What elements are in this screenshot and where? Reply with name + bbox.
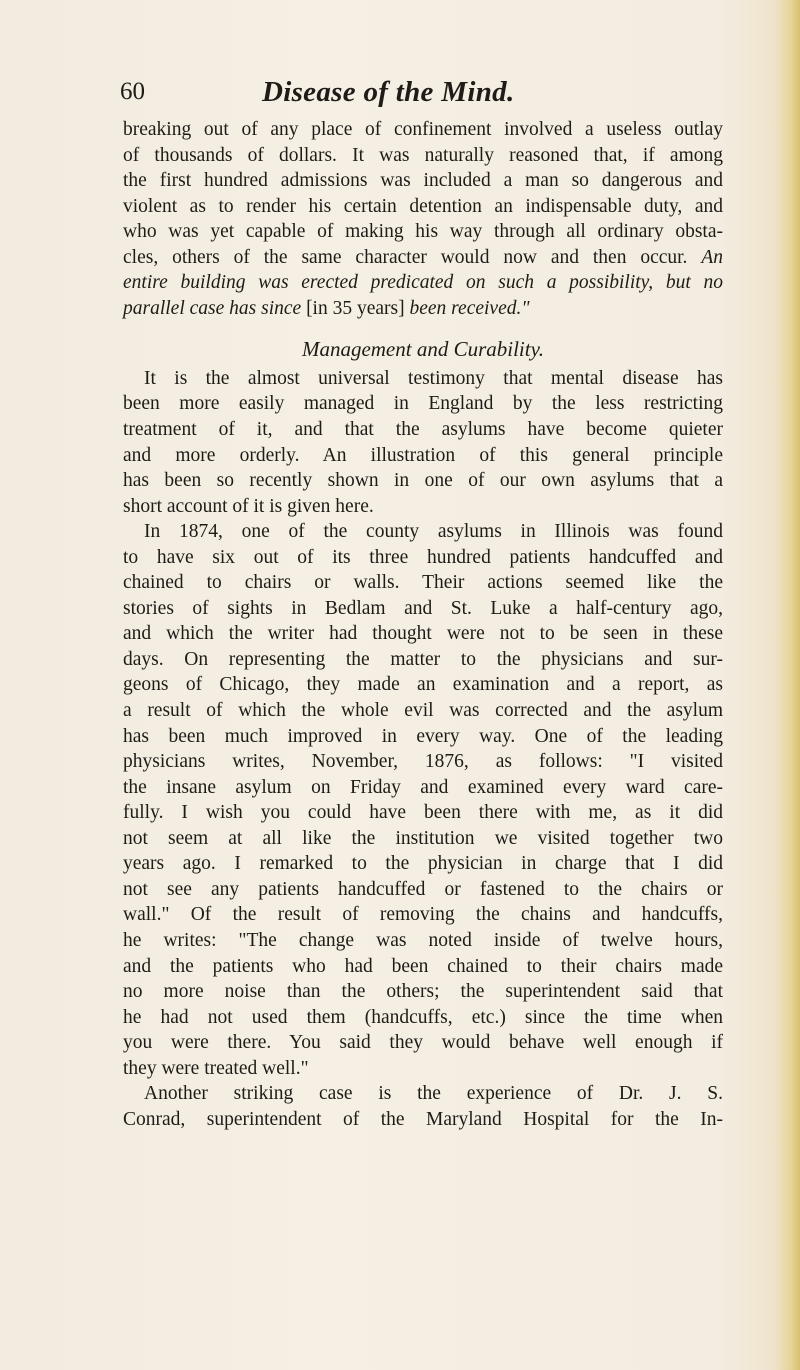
text-line	[123, 219, 723, 245]
text-line: to have six out of its three hundred patients handcuffed and	[123, 546, 723, 568]
text-line: and the patients who had been chained to their chairs made	[123, 955, 723, 977]
text-line	[123, 117, 723, 143]
roman-text: the first hundred admissions was included a man so dangerous and	[123, 170, 723, 192]
page-header	[120, 72, 720, 112]
text-line: chained to chairs or walls. Their actions seemed like the	[123, 572, 723, 594]
text-line: years ago. I remarked to the physician in charge that I did	[123, 853, 723, 875]
roman-text: violent as to render his certain detention an indispensable duty, and	[123, 195, 723, 217]
roman-text: of thousands of dollars. It was naturally reasoned that, if among	[123, 144, 723, 166]
text-line: he writes: "The change was noted inside of twelve hours,	[123, 929, 723, 951]
text-line: the insane asylum on Friday and examined every ward care-	[123, 776, 723, 798]
text-line: a result of which the whole evil was corrected and the asylum	[123, 700, 723, 722]
text-line	[123, 168, 723, 194]
text-line: fully. I wish you could have been there with me, as it did	[123, 802, 723, 824]
text-line: In 1874, one of the county asylums in Illinois was found	[144, 521, 723, 543]
italic-text: entire building was erected predicated on such a possibility, but no	[123, 272, 723, 294]
text-line	[123, 245, 723, 271]
running-title: Disease of the Mind.	[262, 76, 515, 108]
text-line: not seem at all like the institution we visited together two	[123, 827, 723, 849]
text-line	[123, 270, 723, 296]
text-line: been more easily managed in England by the less restricting	[123, 393, 723, 415]
text-line: and more orderly. An illustration of this general principle	[123, 444, 723, 466]
roman-text: who was yet capable of making his way through all ordinary obsta-	[123, 221, 723, 243]
paragraph	[123, 366, 723, 519]
italic-text: An	[701, 246, 723, 268]
paragraph-continued	[123, 117, 723, 321]
section-heading: Management and Curability.	[301, 337, 545, 362]
italic-text: parallel case has since	[123, 297, 302, 319]
text-line: he had not used them (handcuffs, etc.) since the time when	[123, 1006, 723, 1028]
page-edge-shading	[778, 0, 800, 1370]
text-line: not see any patients handcuffed or fastened to the chairs or	[123, 878, 723, 900]
text-line	[123, 194, 723, 220]
roman-text: [in 35 years]	[306, 297, 405, 319]
text-line: wall." Of the result of removing the chains and handcuffs,	[123, 904, 723, 926]
text-line: stories of sights in Bedlam and St. Luke a half-century ago,	[123, 597, 723, 619]
text-line: physicians writes, November, 1876, as follows: "I visited	[123, 751, 723, 773]
text-line: short account of it is given here.	[123, 495, 374, 517]
text-line: Another striking case is the experience of Dr. J. S.	[144, 1083, 723, 1105]
body-text	[123, 117, 723, 1132]
text-line: you were there. You said they would behave well enough if	[123, 1032, 723, 1054]
text-line: Conrad, superintendent of the Maryland Hospital for the In-	[123, 1108, 723, 1130]
paragraph	[123, 1081, 723, 1132]
text-line: days. On representing the matter to the physicians and sur-	[123, 648, 723, 670]
text-line	[123, 296, 723, 322]
roman-text: cles, others of the same character would now and then occur.	[123, 246, 688, 268]
text-line: and which the writer had thought were not to be seen in these	[123, 623, 723, 645]
page-number: 60	[120, 78, 145, 105]
text-line: has been so recently shown in one of our own asylums that a	[123, 470, 723, 492]
text-line: geons of Chicago, they made an examination and a report, as	[123, 674, 723, 696]
paragraph	[123, 519, 723, 1081]
italic-text: been received."	[409, 297, 530, 319]
text-line: It is the almost universal testimony that mental disease has	[144, 367, 723, 389]
text-line: they were treated well."	[123, 1057, 309, 1079]
roman-text: breaking out of any place of confinement involved a useless outlay	[123, 119, 723, 140]
text-line	[123, 143, 723, 169]
text-line: no more noise than the others; the superintendent said that	[123, 981, 723, 1003]
text-line: has been much improved in every way. One of the leading	[123, 725, 723, 747]
text-line: treatment of it, and that the asylums have become quieter	[123, 419, 723, 441]
